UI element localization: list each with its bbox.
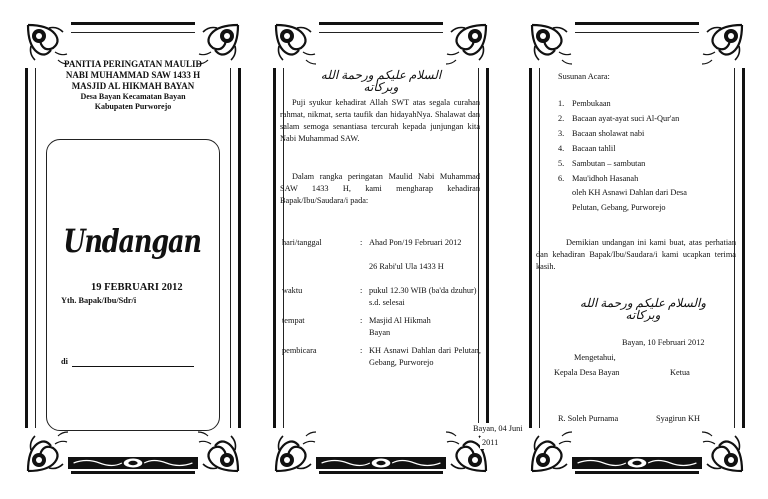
corner-ornament-icon <box>273 22 319 68</box>
agenda-item: 3. Bacaan sholawat nabi <box>558 129 645 138</box>
corner-ornament-icon <box>273 428 319 474</box>
detail-value: KH Asnawi Dahlan dari Pelutan, Gebang, Purworejo <box>369 346 481 367</box>
agenda-item: 6. Mau'idhoh Hasanah <box>558 174 639 183</box>
bottom-band-ornament-icon <box>316 457 446 469</box>
detail-row-place <box>282 315 482 339</box>
detail-colon: : <box>360 238 363 247</box>
agenda-item: 2. Bacaan ayat-ayat suci Al-Qur'an <box>558 114 680 123</box>
corner-ornament-icon <box>195 428 241 474</box>
agenda-sub-line2: Pelutan, Gebang, Purworejo <box>572 203 666 212</box>
detail-label: hari/tanggal <box>282 238 322 247</box>
invitation-paragraph: Dalam rangka peringatan Maulid Nabi Muhammad SAW 1433 H, kami mengharap kehadiran Bapak/Ibu/Saudara/i pada: <box>280 172 480 205</box>
bottom-band-ornament-icon <box>68 457 198 469</box>
footer-place: Bayan, 04 Juni <box>473 424 523 433</box>
opening-paragraph: Puji syukur kehadirat Allah SWT atas segala curahan rahmat, nikmat, serta taufik dan hidayahNya. Shalawat dan salam semoga senantiasa tercurah kepada junjungan kita Nabi Muhammad SAW. <box>280 98 480 143</box>
signer2-role: Ketua <box>670 368 690 377</box>
detail-value-hijri: 26 Rabi'ul Ula 1433 H <box>369 262 444 271</box>
acknowledged-label: Mengetahui, <box>574 353 616 362</box>
headline: Undangan <box>63 222 201 260</box>
closing-paragraph: Demikian undangan ini kami buat, atas perhatian dan kehadiran Bapak/Ibu/Saudara/i kami ucapkan terima kasih. <box>536 238 736 271</box>
invitation-body-panel <box>273 22 523 474</box>
corner-ornament-icon <box>25 428 71 474</box>
committee-title: PANITIA PERINGATAN MAULID NABI MUHAMMAD SAW 1433 H <box>63 59 202 80</box>
mosque-name: MASJID AL HIKMAH BAYAN <box>71 81 195 91</box>
signer2-name: Syagirun KH <box>656 414 701 423</box>
detail-colon: : <box>360 286 363 295</box>
detail-row-time <box>282 285 482 309</box>
detail-colon: : <box>360 316 363 325</box>
agenda-item: 1. Pembukaan <box>558 99 611 108</box>
agenda-title: Susunan Acara: <box>558 72 610 81</box>
agenda-item: 4. Bacaan tahlil <box>558 144 616 153</box>
footer-year: 2011 <box>482 438 499 447</box>
address-blank-line <box>72 366 194 367</box>
agenda-sub-line1: oleh KH Asnawi Dahlan dari Desa <box>572 188 687 197</box>
corner-ornament-icon <box>699 428 745 474</box>
place-date: Bayan, 10 Februari 2012 <box>622 338 705 347</box>
opening-salam: السلام عليكم ورحمة الله وبركاته <box>320 68 442 94</box>
event-date: 19 FEBRUARI 2012 <box>91 282 183 293</box>
detail-label: waktu <box>282 286 303 295</box>
detail-value: Ahad Pon/19 Februari 2012 <box>369 238 462 247</box>
address-line1: Desa Bayan Kecamatan Bayan <box>80 92 186 101</box>
signer1-role: Kepala Desa Bayan <box>554 368 620 377</box>
closing-salam: والسلام عليكم ورحمة الله وبركاته <box>579 296 707 322</box>
bottom-band-ornament-icon <box>572 457 702 469</box>
detail-row-speaker <box>282 345 482 381</box>
corner-ornament-icon <box>529 22 575 68</box>
corner-ornament-icon <box>699 22 745 68</box>
invitation-cover-panel <box>25 22 241 474</box>
detail-value: pukul 12.30 WIB (ba'da dzuhur) s.d. selesai <box>369 286 477 307</box>
agenda-item: 5. Sambutan – sambutan <box>558 159 646 168</box>
detail-label: tempat <box>282 316 305 325</box>
address-label: di <box>61 357 68 366</box>
detail-value: Masjid Al Hikmah Bayan <box>369 316 431 337</box>
recipient-label: Yth. Bapak/Ibu/Sdr/i <box>61 296 137 305</box>
detail-colon: : <box>360 346 363 355</box>
signer1-name: R. Soleh Purnama <box>558 414 619 423</box>
corner-ornament-icon <box>529 428 575 474</box>
detail-label: pembicara <box>282 346 317 355</box>
corner-ornament-icon <box>443 22 489 68</box>
address-line2: Kabupaten Purworejo <box>94 102 172 111</box>
agenda-panel <box>529 22 745 474</box>
detail-row-date <box>282 237 482 285</box>
